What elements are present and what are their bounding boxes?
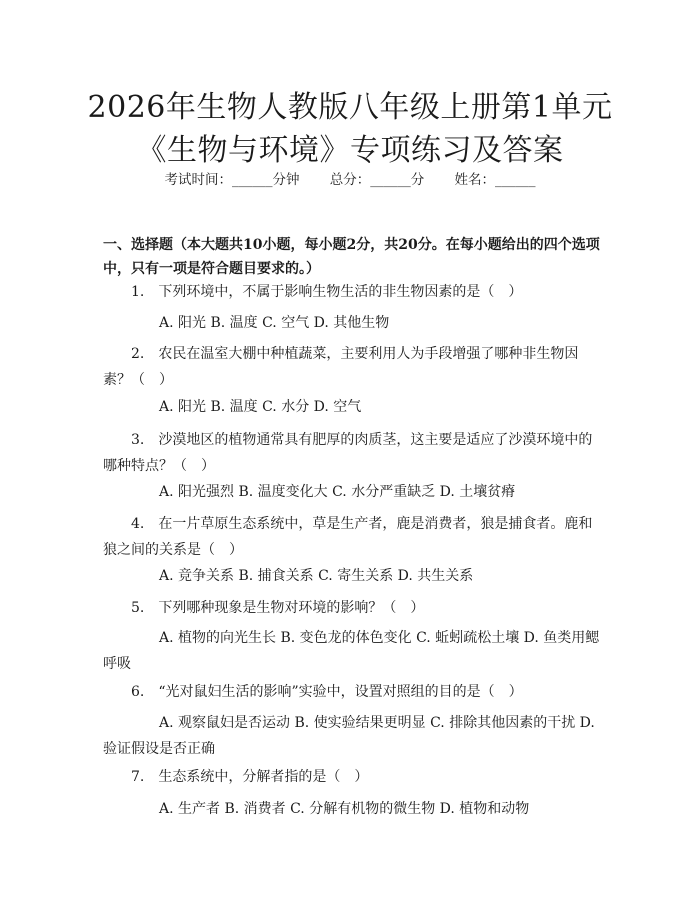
question-2-options: A. 阳光 B. 温度 C. 水分 D. 空气 bbox=[159, 399, 362, 415]
document-title: 2026年生物人教版八年级上册第1单元《生物与环境》专项练习及答案 bbox=[87, 90, 613, 168]
question-1-options: A. 阳光 B. 温度 C. 空气 D. 其他生物 bbox=[159, 315, 390, 331]
exam-meta bbox=[0, 168, 700, 188]
total-score-field: 总分：______分 bbox=[329, 172, 425, 188]
question-2: 2. 农民在温室大棚中种植蔬菜，主要利用人为手段增强了哪种非生物因素？（ ） bbox=[103, 346, 579, 388]
question-4: 4. 在一片草原生态系统中，草是生产者，鹿是消费者，狼是捕食者。鹿和狼之间的关系是（ ） bbox=[103, 516, 593, 558]
question-5-options: A. 植物的向光生长 B. 变色龙的体色变化 C. 蚯蚓疏松土壤 D. 鱼类用鳃呼吸 bbox=[103, 630, 600, 672]
question-3-options: A. 阳光强烈 B. 温度变化大 C. 水分严重缺乏 D. 土壤贫瘠 bbox=[159, 484, 516, 500]
question-1: 1. 下列环境中，不属于影响生物生活的非生物因素的是（ ） bbox=[131, 284, 523, 300]
question-7-options: A. 生产者 B. 消费者 C. 分解有机物的微生物 D. 植物和动物 bbox=[159, 801, 530, 817]
question-5: 5. 下列哪种现象是生物对环境的影响？（ ） bbox=[131, 600, 425, 616]
exam-time-field: 考试时间：______分钟 bbox=[164, 172, 300, 188]
question-6-options: A. 观察鼠妇是否运动 B. 使实验结果更明显 C. 排除其他因素的干扰 D. 验证假设是否正确 bbox=[103, 715, 595, 757]
question-7: 7. 生态系统中，分解者指的是（ ） bbox=[131, 769, 369, 785]
question-6: 6. “光对鼠妇生活的影响”实验中，设置对照组的目的是（ ） bbox=[131, 684, 523, 700]
student-name-field: 姓名：______ bbox=[454, 172, 536, 188]
question-3: 3. 沙漠地区的植物通常具有肥厚的肉质茎，这主要是适应了沙漠环境中的哪种特点？（ ） bbox=[103, 432, 593, 474]
section-heading: 一、选择题（本大题共10小题，每小题2分，共20分。在每小题给出的四个选项中，只有一项是符合题目要求的。） bbox=[103, 237, 600, 277]
question-4-options: A. 竞争关系 B. 捕食关系 C. 寄生关系 D. 共生关系 bbox=[159, 568, 474, 584]
